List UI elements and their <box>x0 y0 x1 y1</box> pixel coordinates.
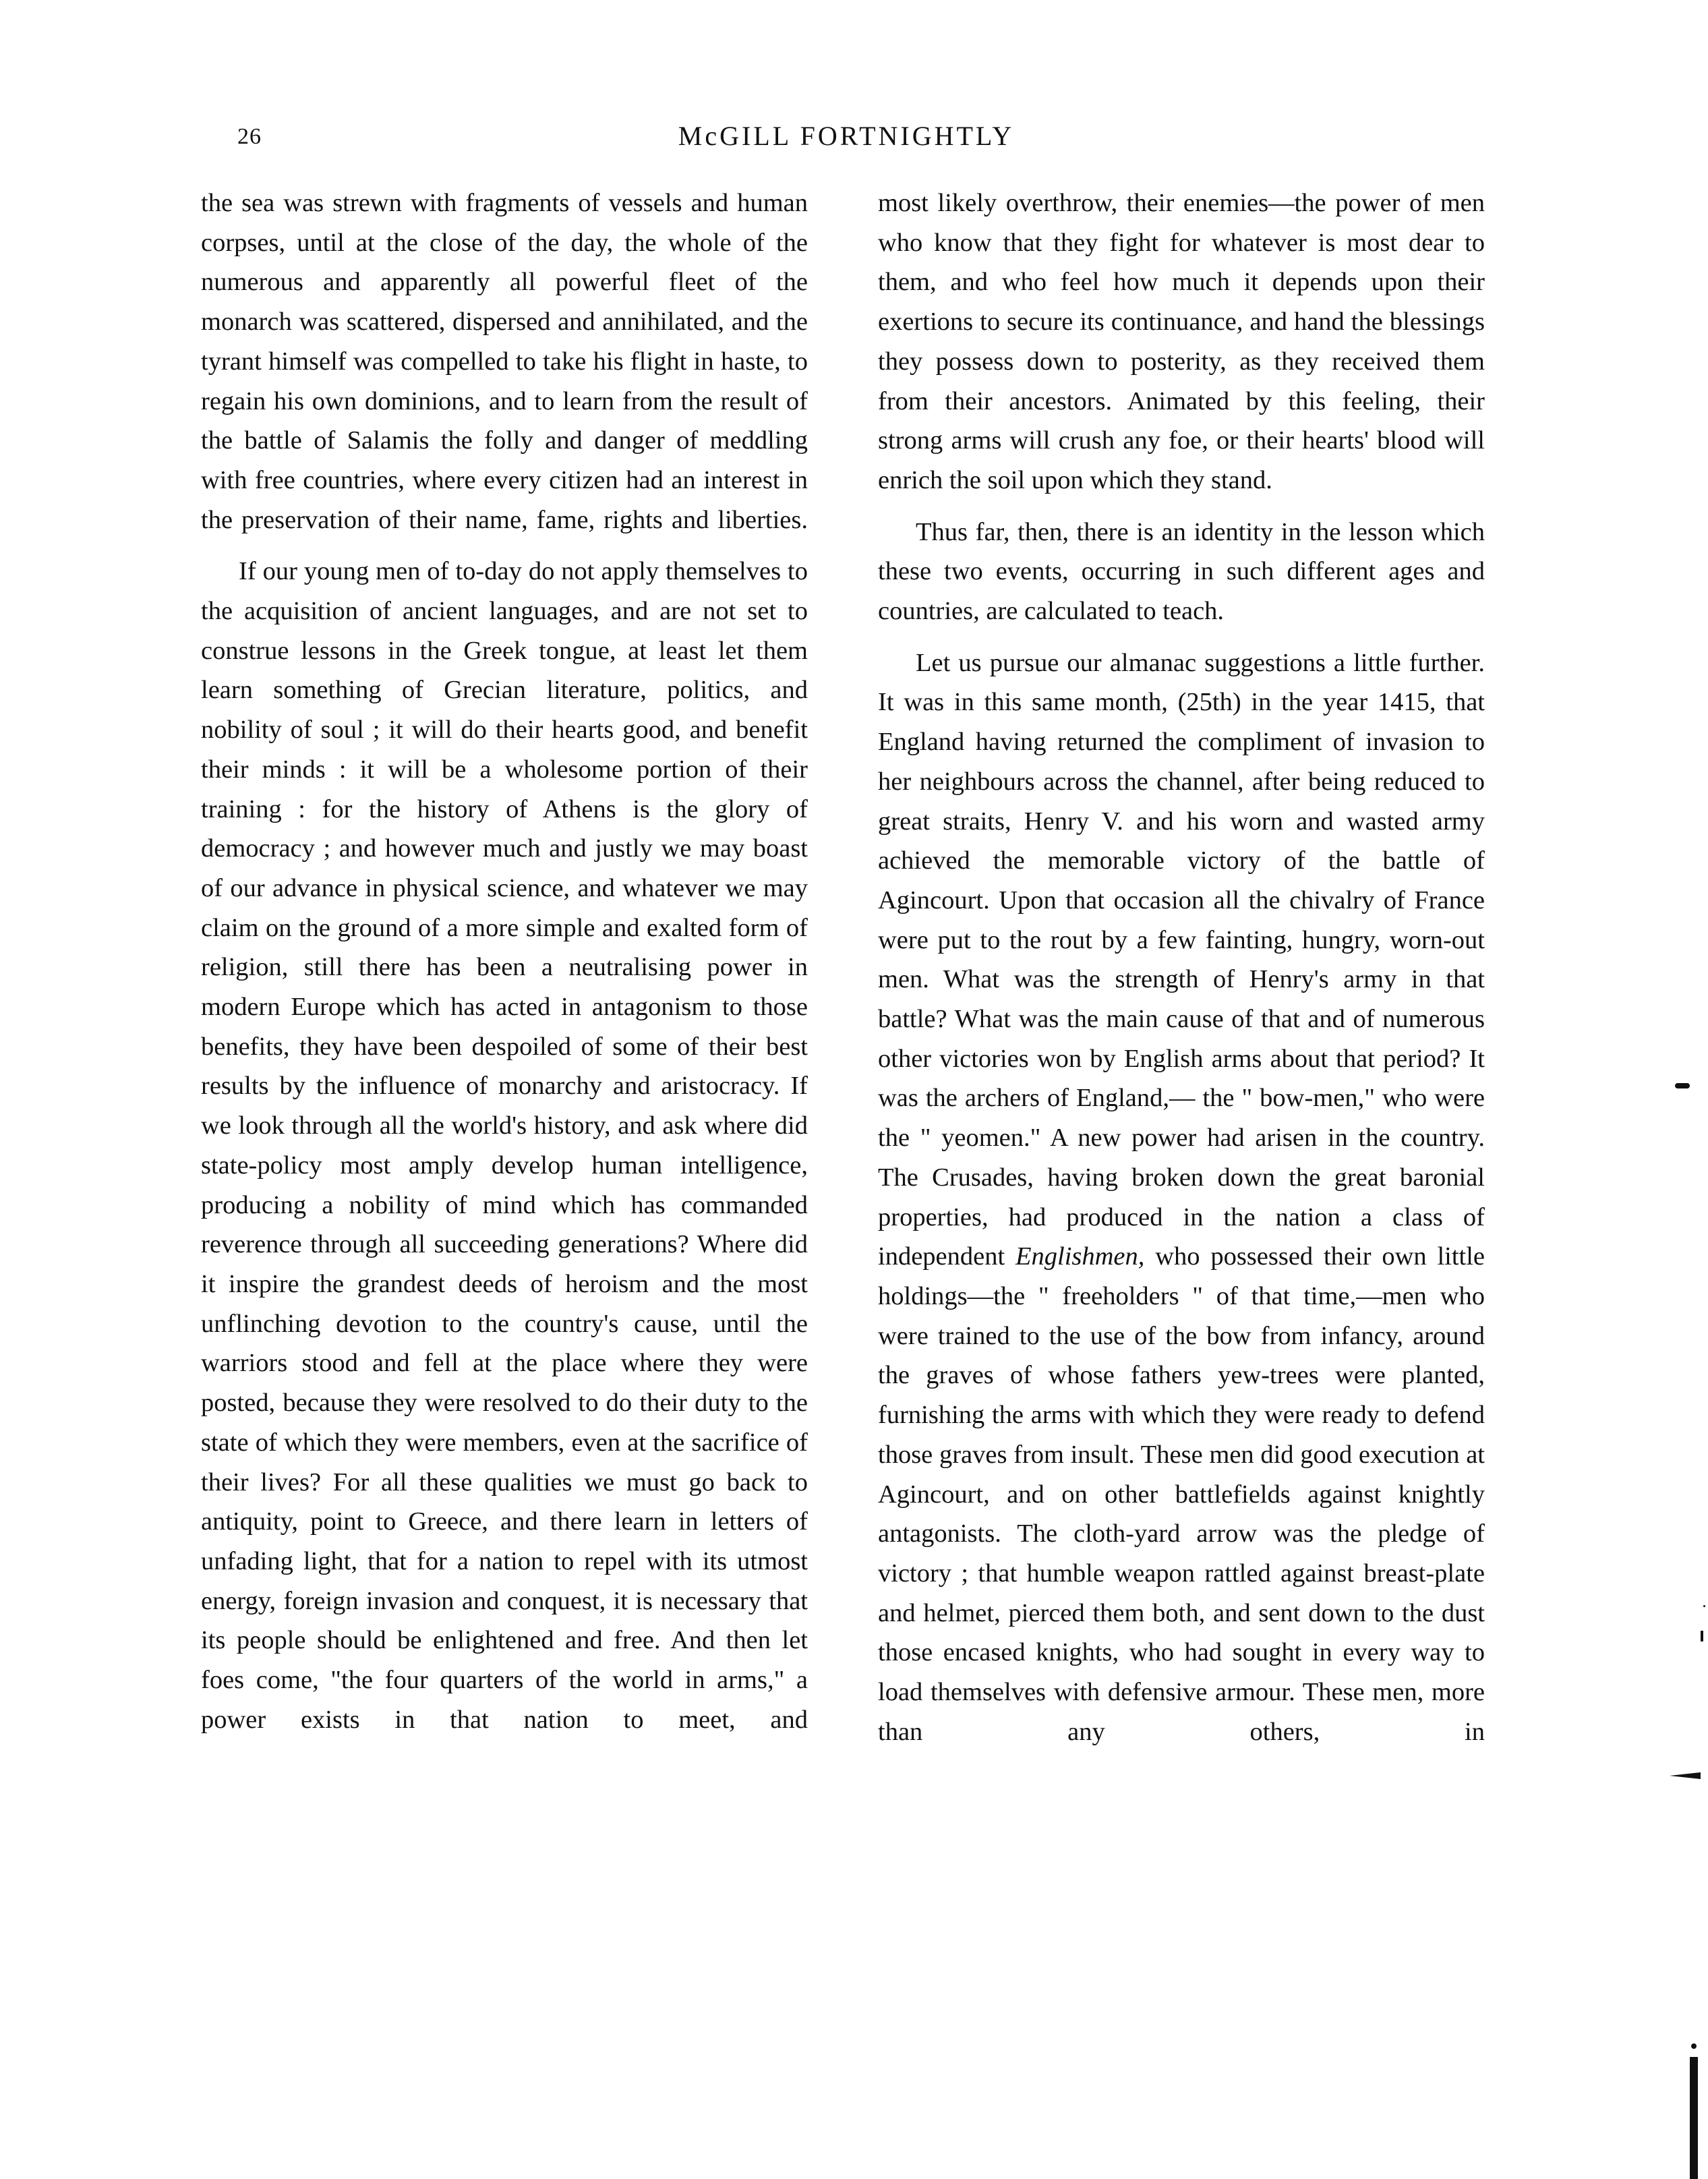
scan-margin-mark <box>1691 2043 1697 2049</box>
right-paragraph-3 <box>878 643 1485 1752</box>
right-paragraph-3-part-b: who possessed their own little holdings—the " freeholders " of that time,—men who were trained to the use of the bow from infancy, around the graves of whose fathers yew-trees were planted, furnishing the arms with which they were ready to defend those graves from insult. These men did good execution at Agincourt, and on other battlefields against knightly antagonists. The cloth-yard arrow was the pledge of victory ; that humble weapon rattled against breast-plate and helmet, pierced them both, and sent down to the dust those encased knights, who had sought in every way to load themselves with defensive armour. These men, more than any others, in <box>878 1242 1485 1746</box>
scan-margin-mark <box>1675 1083 1690 1088</box>
scan-margin-arrow-mark <box>1670 1772 1701 1779</box>
right-paragraph-3-part-a: Let us pursue our almanac suggestions a little further. It was in this same month, (25th) in the year 1415, that England having returned the compliment of invasion to her neighbours across the channel, after being reduced to great straits, Henry V. and his worn and wasted army achieved the memorable victory of the battle of Agincourt. Upon that occasion all the chivalry of France were put to the rout by a few fainting, hungry, worn-out men. What was the strength of Henry's army in that battle? What was the main cause of that and of numerous other victories won by English arms about that period? It was the archers of England,— the " bow-men," who were the " yeomen." A new power had arisen in the country. The Crusades, having broken down the great baronial properties, had produced in the nation a class of independent <box>878 648 1485 1271</box>
page-header <box>202 120 1490 161</box>
right-paragraph-3-italic: Englishmen, <box>1015 1242 1145 1271</box>
running-title: McGILL FORTNIGHTLY <box>678 121 1015 151</box>
left-paragraph-2: If our young men of to-day do not apply themselves to the acquisition of ancient languages, and are not set to construe lessons in the Greek tongue, at least let them learn something of Grecian literature, politics, and nobility of soul ; it will do their hearts good, and benefit their minds : it will be a wholesome portion of their training : for the history of Athens is the glory of democracy ; and however much and justly we may boast of our advance in physical science, and whatever we may claim on the ground of a more simple and exalted form of religion, still there has been a neutralising power in modern Europe which has acted in antagonism to those benefits, they have been despoiled of some of their best results by the influence of monarchy and aristocracy. If we look through all the world's history, and ask where did state-policy most amply develop human intelligence, producing a nobility of mind which has commanded reverence through all succeeding generations? Where did it inspire the grandest deeds of heroism and the most unflinching devotion to the country's cause, until the warriors stood and fell at the place where they were posted, because they were resolved to do their duty to the state of which they were members, even at the sacrifice of their lives? For all these qualities we must go back to antiquity, point to Greece, and there learn in letters of unfading light, that for a nation to repel with its utmost energy, foreign invasion and conquest, it is necessary that its people should be enlightened and free. And then let foes come, "the four quarters of the world in arms," a power exists in that nation to meet, and <box>201 557 808 1734</box>
left-paragraph-1: the sea was strewn with fragments of vessels and human corpses, until at the close of the day, the whole of the numerous and apparently all powerful fleet of the monarch was scattered, dispersed and annihilated, and the tyrant himself was compelled to take his flight in haste, to regain his own dominions, and to learn from the result of the battle of Salamis the folly and danger of meddling with free countries, where every citizen had an interest in the preservation of their name, fame, rights and liberties. <box>201 189 808 534</box>
right-paragraph-2: Thus far, then, there is an identity in the lesson which these two events, occurring in such different ages and countries, are calculated to teach. <box>878 517 1485 626</box>
left-column <box>201 183 808 1739</box>
scan-edge-bar <box>1690 2057 1698 2179</box>
right-paragraph-1: most likely overthrow, their enemies—the power of men who know that they fight for whatever is most dear to them, and who feel how much it depends upon their exertions to secure its continuance, and hand the blessings they possess down to posterity, as they received them from their ancestors. Animated by this feeling, their strong arms will crush any foe, or their hearts' blood will enrich the soil upon which they stand. <box>878 189 1485 494</box>
right-column <box>878 183 1485 1751</box>
scan-margin-mark <box>1703 1605 1705 1607</box>
scan-margin-mark <box>1701 1631 1703 1641</box>
page-number: 26 <box>237 124 262 149</box>
